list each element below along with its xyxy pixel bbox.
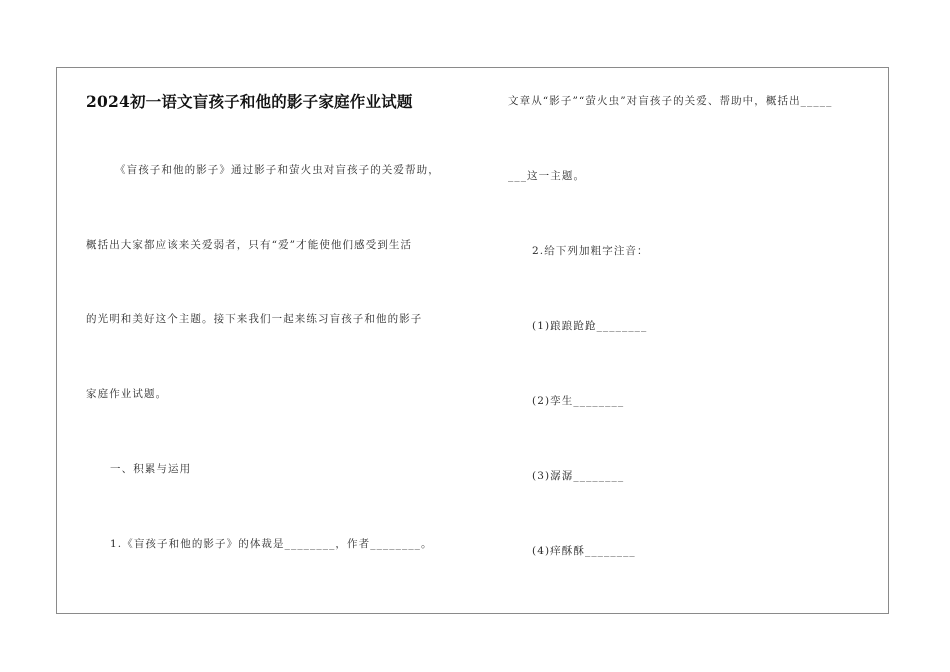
intro-paragraph-line-4: 家庭作业试题。 — [86, 388, 168, 400]
continuation-line-2: ___这一主题。 — [508, 170, 586, 182]
document-title: 2024初一语文盲孩子和他的影子家庭作业试题 — [86, 92, 413, 111]
question-2-item-3: (3)潺潺________ — [532, 470, 625, 482]
continuation-line-1: 文章从“影子”“萤火虫”对盲孩子的关爱、帮助中，概括出_____ — [508, 95, 833, 107]
intro-paragraph-line-2: 概括出大家都应该来关爱弱者，只有“爱”才能使他们感受到生活 — [86, 239, 413, 251]
question-2-item-1: (1)踉踉跄跄________ — [532, 320, 648, 332]
section-heading: 一、积累与运用 — [110, 463, 192, 475]
question-2: 2.给下列加粗字注音： — [532, 245, 649, 257]
intro-paragraph-line-3: 的光明和美好这个主题。接下来我们一起来练习盲孩子和他的影子 — [86, 313, 423, 325]
question-2-item-2: (2)孪生________ — [532, 395, 625, 407]
document-page-frame — [56, 67, 889, 614]
question-2-item-4: (4)痒酥酥________ — [532, 545, 636, 557]
question-1: 1.《盲孩子和他的影子》的体裁是________，作者________。 — [110, 538, 433, 550]
intro-paragraph-line-1: 《盲孩子和他的影子》通过影子和萤火虫对盲孩子的关爱帮助， — [115, 164, 440, 176]
